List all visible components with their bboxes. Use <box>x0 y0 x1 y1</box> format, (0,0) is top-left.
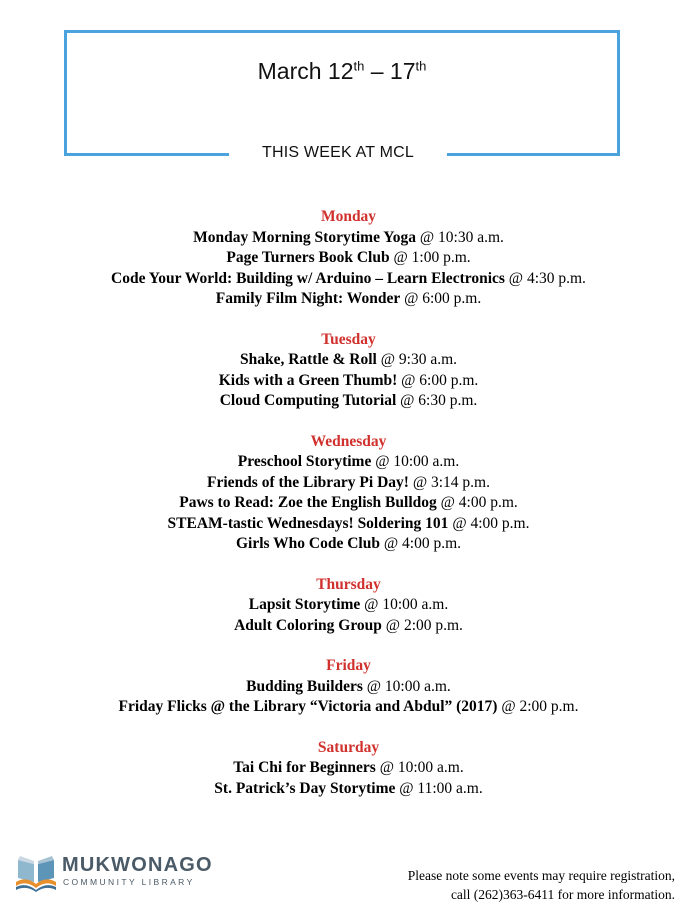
event-item <box>0 391 697 412</box>
event-title: Page Turners Book Club <box>226 249 390 266</box>
event-time: @ 4:00 p.m. <box>448 514 530 532</box>
event-item <box>0 350 697 371</box>
day-heading: Thursday <box>316 575 381 593</box>
library-logo <box>14 852 214 892</box>
event-item <box>0 228 697 249</box>
event-item <box>0 534 697 555</box>
event-time: @ 10:00 a.m. <box>360 596 449 613</box>
event-time: @ 10:00 a.m. <box>375 759 464 776</box>
event-title: Girls Who Code Club <box>236 535 380 552</box>
date-end-suffix: th <box>415 58 427 74</box>
event-title: Family Film Night: Wonder <box>215 290 401 307</box>
event-title: Monday Morning Storytime Yoga <box>193 228 416 246</box>
event-title: Tai Chi for Beginners <box>233 759 376 776</box>
event-time: @ 2:00 p.m. <box>381 616 463 634</box>
event-item <box>0 371 697 392</box>
day-block-wednesday <box>0 432 697 555</box>
event-title: Code Your World: Building w/ Arduino – Learn Electronics <box>111 269 505 287</box>
book-logo-icon <box>14 852 58 892</box>
event-item <box>0 697 697 718</box>
logo-subtitle: COMMUNITY LIBRARY <box>63 877 195 887</box>
day-heading: Tuesday <box>321 330 376 348</box>
day-heading: Monday <box>320 208 377 225</box>
event-title: Friday Flicks @ the Library “Victoria and Abdul” (2017) <box>118 698 498 715</box>
weekly-schedule <box>0 207 697 819</box>
day-block-monday <box>0 207 697 310</box>
event-time: @ 10:00 a.m. <box>362 677 451 695</box>
event-title: Adult Coloring Group <box>234 616 382 634</box>
event-item <box>0 289 697 310</box>
date-separator: – <box>364 58 390 84</box>
week-label: THIS WEEK AT MCL <box>262 144 414 161</box>
event-time: @ 2:00 p.m. <box>497 698 579 715</box>
event-title: Preschool Storytime <box>237 453 372 470</box>
event-title: St. Patrick’s Day Storytime <box>214 779 396 797</box>
date-end: 17 <box>389 58 416 84</box>
frame-divider-left <box>64 153 229 156</box>
event-time: @ 4:00 p.m. <box>379 535 461 552</box>
day-block-friday <box>0 656 697 718</box>
registration-notice <box>408 866 675 904</box>
event-item <box>0 514 697 535</box>
notice-line-2: call (262)363-6411 for more information. <box>450 887 675 902</box>
event-time: @ 1:00 p.m. <box>389 249 471 266</box>
event-time: @ 6:00 p.m. <box>400 290 482 307</box>
notice-line-1: Please note some events may require registration, <box>407 868 675 883</box>
event-time: @ 11:00 a.m. <box>395 779 483 797</box>
day-block-saturday <box>0 738 697 800</box>
header-frame <box>64 30 620 156</box>
event-item <box>0 677 697 698</box>
event-item <box>0 616 697 637</box>
event-title: Budding Builders <box>246 677 363 695</box>
event-title: Paws to Read: Zoe the English Bulldog <box>179 494 437 511</box>
event-item <box>0 473 697 494</box>
date-start-suffix: th <box>353 58 365 74</box>
event-item <box>0 493 697 514</box>
event-time: @ 4:00 p.m. <box>436 494 518 511</box>
event-time: @ 4:30 p.m. <box>504 269 586 287</box>
date-start: March 12 <box>257 58 354 84</box>
event-time: @ 6:00 p.m. <box>397 371 479 389</box>
event-time: @ 9:30 a.m. <box>376 351 458 368</box>
event-title: Lapsit Storytime <box>248 596 361 613</box>
event-title: Cloud Computing Tutorial <box>219 392 397 409</box>
event-item <box>0 452 697 473</box>
event-title: Kids with a Green Thumb! <box>218 371 398 389</box>
event-item <box>0 595 697 616</box>
day-heading: Friday <box>326 657 371 674</box>
event-title: Shake, Rattle & Roll <box>239 351 377 368</box>
event-title: STEAM-tastic Wednesdays! Soldering 101 <box>167 514 449 532</box>
logo-title: MUKWONAGO <box>62 854 213 876</box>
event-item <box>0 269 697 290</box>
day-heading: Saturday <box>317 738 380 756</box>
event-time: @ 10:30 a.m. <box>415 228 504 246</box>
event-item <box>0 779 697 800</box>
day-heading: Wednesday <box>310 432 387 450</box>
event-item <box>0 758 697 779</box>
frame-divider-right <box>447 153 620 156</box>
event-time: @ 10:00 a.m. <box>371 453 460 470</box>
event-time: @ 6:30 p.m. <box>396 392 478 409</box>
date-range-title <box>64 58 620 85</box>
event-title: Friends of the Library Pi Day! <box>207 473 409 491</box>
event-time: @ 3:14 p.m. <box>408 473 490 491</box>
day-block-thursday <box>0 575 697 637</box>
day-block-tuesday <box>0 330 697 412</box>
event-item <box>0 248 697 269</box>
